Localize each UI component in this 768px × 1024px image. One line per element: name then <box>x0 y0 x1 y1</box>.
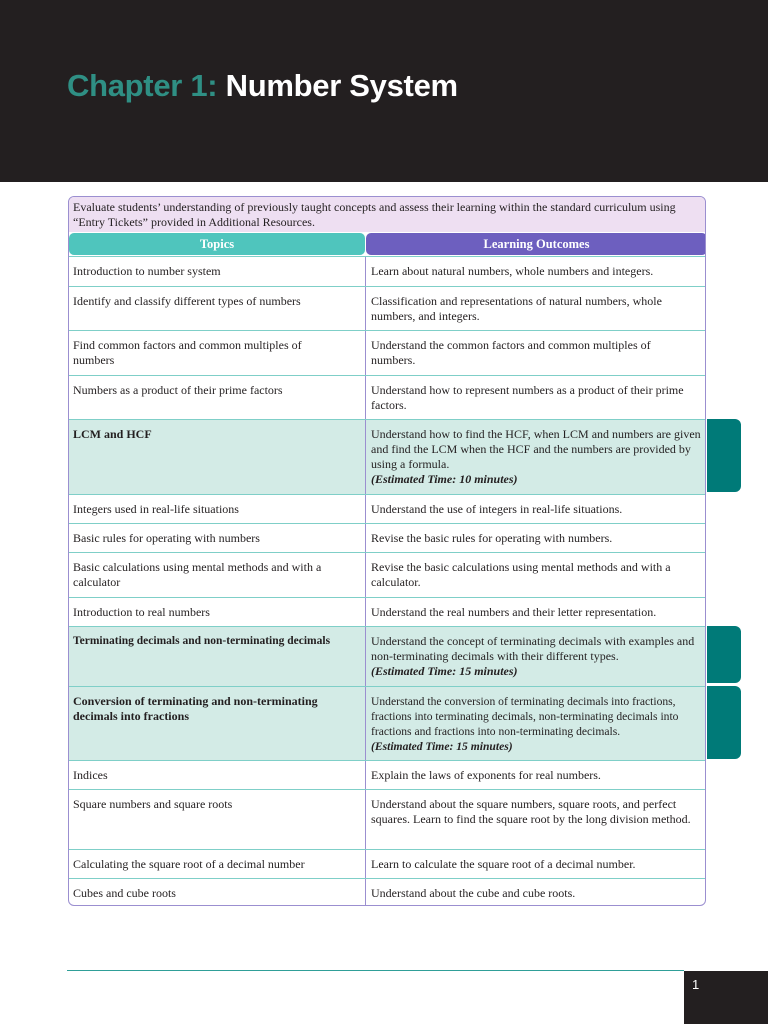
outcome-cell <box>365 287 705 330</box>
outcome-cell <box>365 627 705 686</box>
intro-note: Evaluate students’ understanding of previously taught concepts and assess their learning within the standard curriculum using “Entry Tickets” provided in Additional Resources. <box>69 197 705 232</box>
footer-divider <box>67 970 684 971</box>
table-row-highlighted <box>69 686 705 760</box>
outcome-cell <box>365 524 705 552</box>
topics-column-header: Topics <box>69 233 365 255</box>
topic-cell: Conversion of terminating and non-terminating decimals into fractions <box>73 694 318 723</box>
table-row <box>69 789 705 849</box>
table-row <box>69 330 705 375</box>
page-number: 1 <box>692 977 700 992</box>
outcome-text: Understand how to find the HCF, when LCM and numbers are given and find the LCM when the HCF and the numbers are provided by using a formula. <box>371 427 701 471</box>
outcome-text: Classification and representations of natural numbers, whole numbers, and integers. <box>371 294 662 323</box>
outcomes-column-header: Learning Outcomes <box>366 233 706 255</box>
table-row <box>69 760 705 789</box>
topic-cell: Introduction to real numbers <box>73 605 210 619</box>
outcome-cell <box>365 553 705 597</box>
outcome-cell <box>365 687 705 760</box>
outcome-cell <box>365 257 705 286</box>
side-tab-marker <box>707 626 741 683</box>
outcome-cell <box>365 850 705 878</box>
topic-cell: Identify and classify different types of numbers <box>73 294 301 308</box>
outcome-text: Learn about natural numbers, whole numbers and integers. <box>371 264 654 278</box>
outcome-text: Understand about the cube and cube roots. <box>371 886 576 900</box>
table-row <box>69 286 705 330</box>
outcome-text: Understand the use of integers in real-life situations. <box>371 502 623 516</box>
estimated-time: (Estimated Time: 15 minutes) <box>371 664 518 678</box>
chapter-name: Number System <box>225 68 458 103</box>
outcome-cell <box>365 790 705 849</box>
table-row <box>69 523 705 552</box>
table-row <box>69 552 705 597</box>
outcome-cell <box>365 376 705 419</box>
outcome-text: Learn to calculate the square root of a decimal number. <box>371 857 636 871</box>
outcome-text: Understand about the square numbers, square roots, and perfect squares. Learn to find the square root by the long division method. <box>371 797 691 826</box>
outcome-cell <box>365 420 705 494</box>
outcome-text: Revise the basic rules for operating with numbers. <box>371 531 613 545</box>
table-row <box>69 494 705 523</box>
topic-cell: Square numbers and square roots <box>73 797 233 811</box>
page-number-box <box>684 971 768 1024</box>
topic-cell: Calculating the square root of a decimal number <box>73 857 305 871</box>
topic-cell: Cubes and cube roots <box>73 886 176 900</box>
topic-cell: Basic rules for operating with numbers <box>73 531 260 545</box>
outcome-text: Understand the real numbers and their letter representation. <box>371 605 657 619</box>
side-tab-marker <box>707 686 741 759</box>
topic-cell: Integers used in real-life situations <box>73 502 239 516</box>
topic-cell: Basic calculations using mental methods and with a calculator <box>73 560 322 589</box>
side-tab-marker <box>707 419 741 492</box>
outcome-text: Understand the conversion of terminating decimals into fractions, fractions into terminating decimals, non-terminating decimals into fractions and fractions into non-terminating decimals. <box>371 695 679 738</box>
outcome-cell <box>365 598 705 626</box>
table-row <box>69 375 705 419</box>
chapter-label: Chapter 1: <box>67 68 218 103</box>
topic-cell: Numbers as a product of their prime factors <box>73 383 283 397</box>
topic-cell: LCM and HCF <box>73 427 152 441</box>
table-row <box>69 256 705 286</box>
outcome-text: Explain the laws of exponents for real numbers. <box>371 768 601 782</box>
table-row-highlighted <box>69 626 705 686</box>
topic-cell: Terminating decimals and non-terminating decimals <box>73 635 331 647</box>
table-row-highlighted <box>69 419 705 494</box>
outcome-text: Understand the concept of terminating decimals with examples and non-terminating decimals with their different types. <box>371 634 695 663</box>
outcome-text: Understand the common factors and common multiples of numbers. <box>371 338 651 367</box>
topic-cell: Indices <box>73 768 108 782</box>
outcome-cell <box>365 879 705 906</box>
learning-outcomes-table <box>68 196 706 906</box>
outcome-cell <box>365 761 705 789</box>
outcome-cell <box>365 495 705 523</box>
chapter-header <box>0 0 768 182</box>
estimated-time: (Estimated Time: 10 minutes) <box>371 472 518 486</box>
table-row <box>69 849 705 878</box>
outcome-text: Revise the basic calculations using mental methods and with a calculator. <box>371 560 671 589</box>
table-row <box>69 597 705 626</box>
chapter-title <box>67 68 458 104</box>
outcome-text: Understand how to represent numbers as a product of their prime factors. <box>371 383 684 412</box>
estimated-time: (Estimated Time: 15 minutes) <box>371 740 513 753</box>
table-row <box>69 878 705 906</box>
topic-cell: Introduction to number system <box>73 264 221 278</box>
outcome-cell <box>365 331 705 375</box>
topic-cell: Find common factors and common multiples of numbers <box>73 338 302 367</box>
